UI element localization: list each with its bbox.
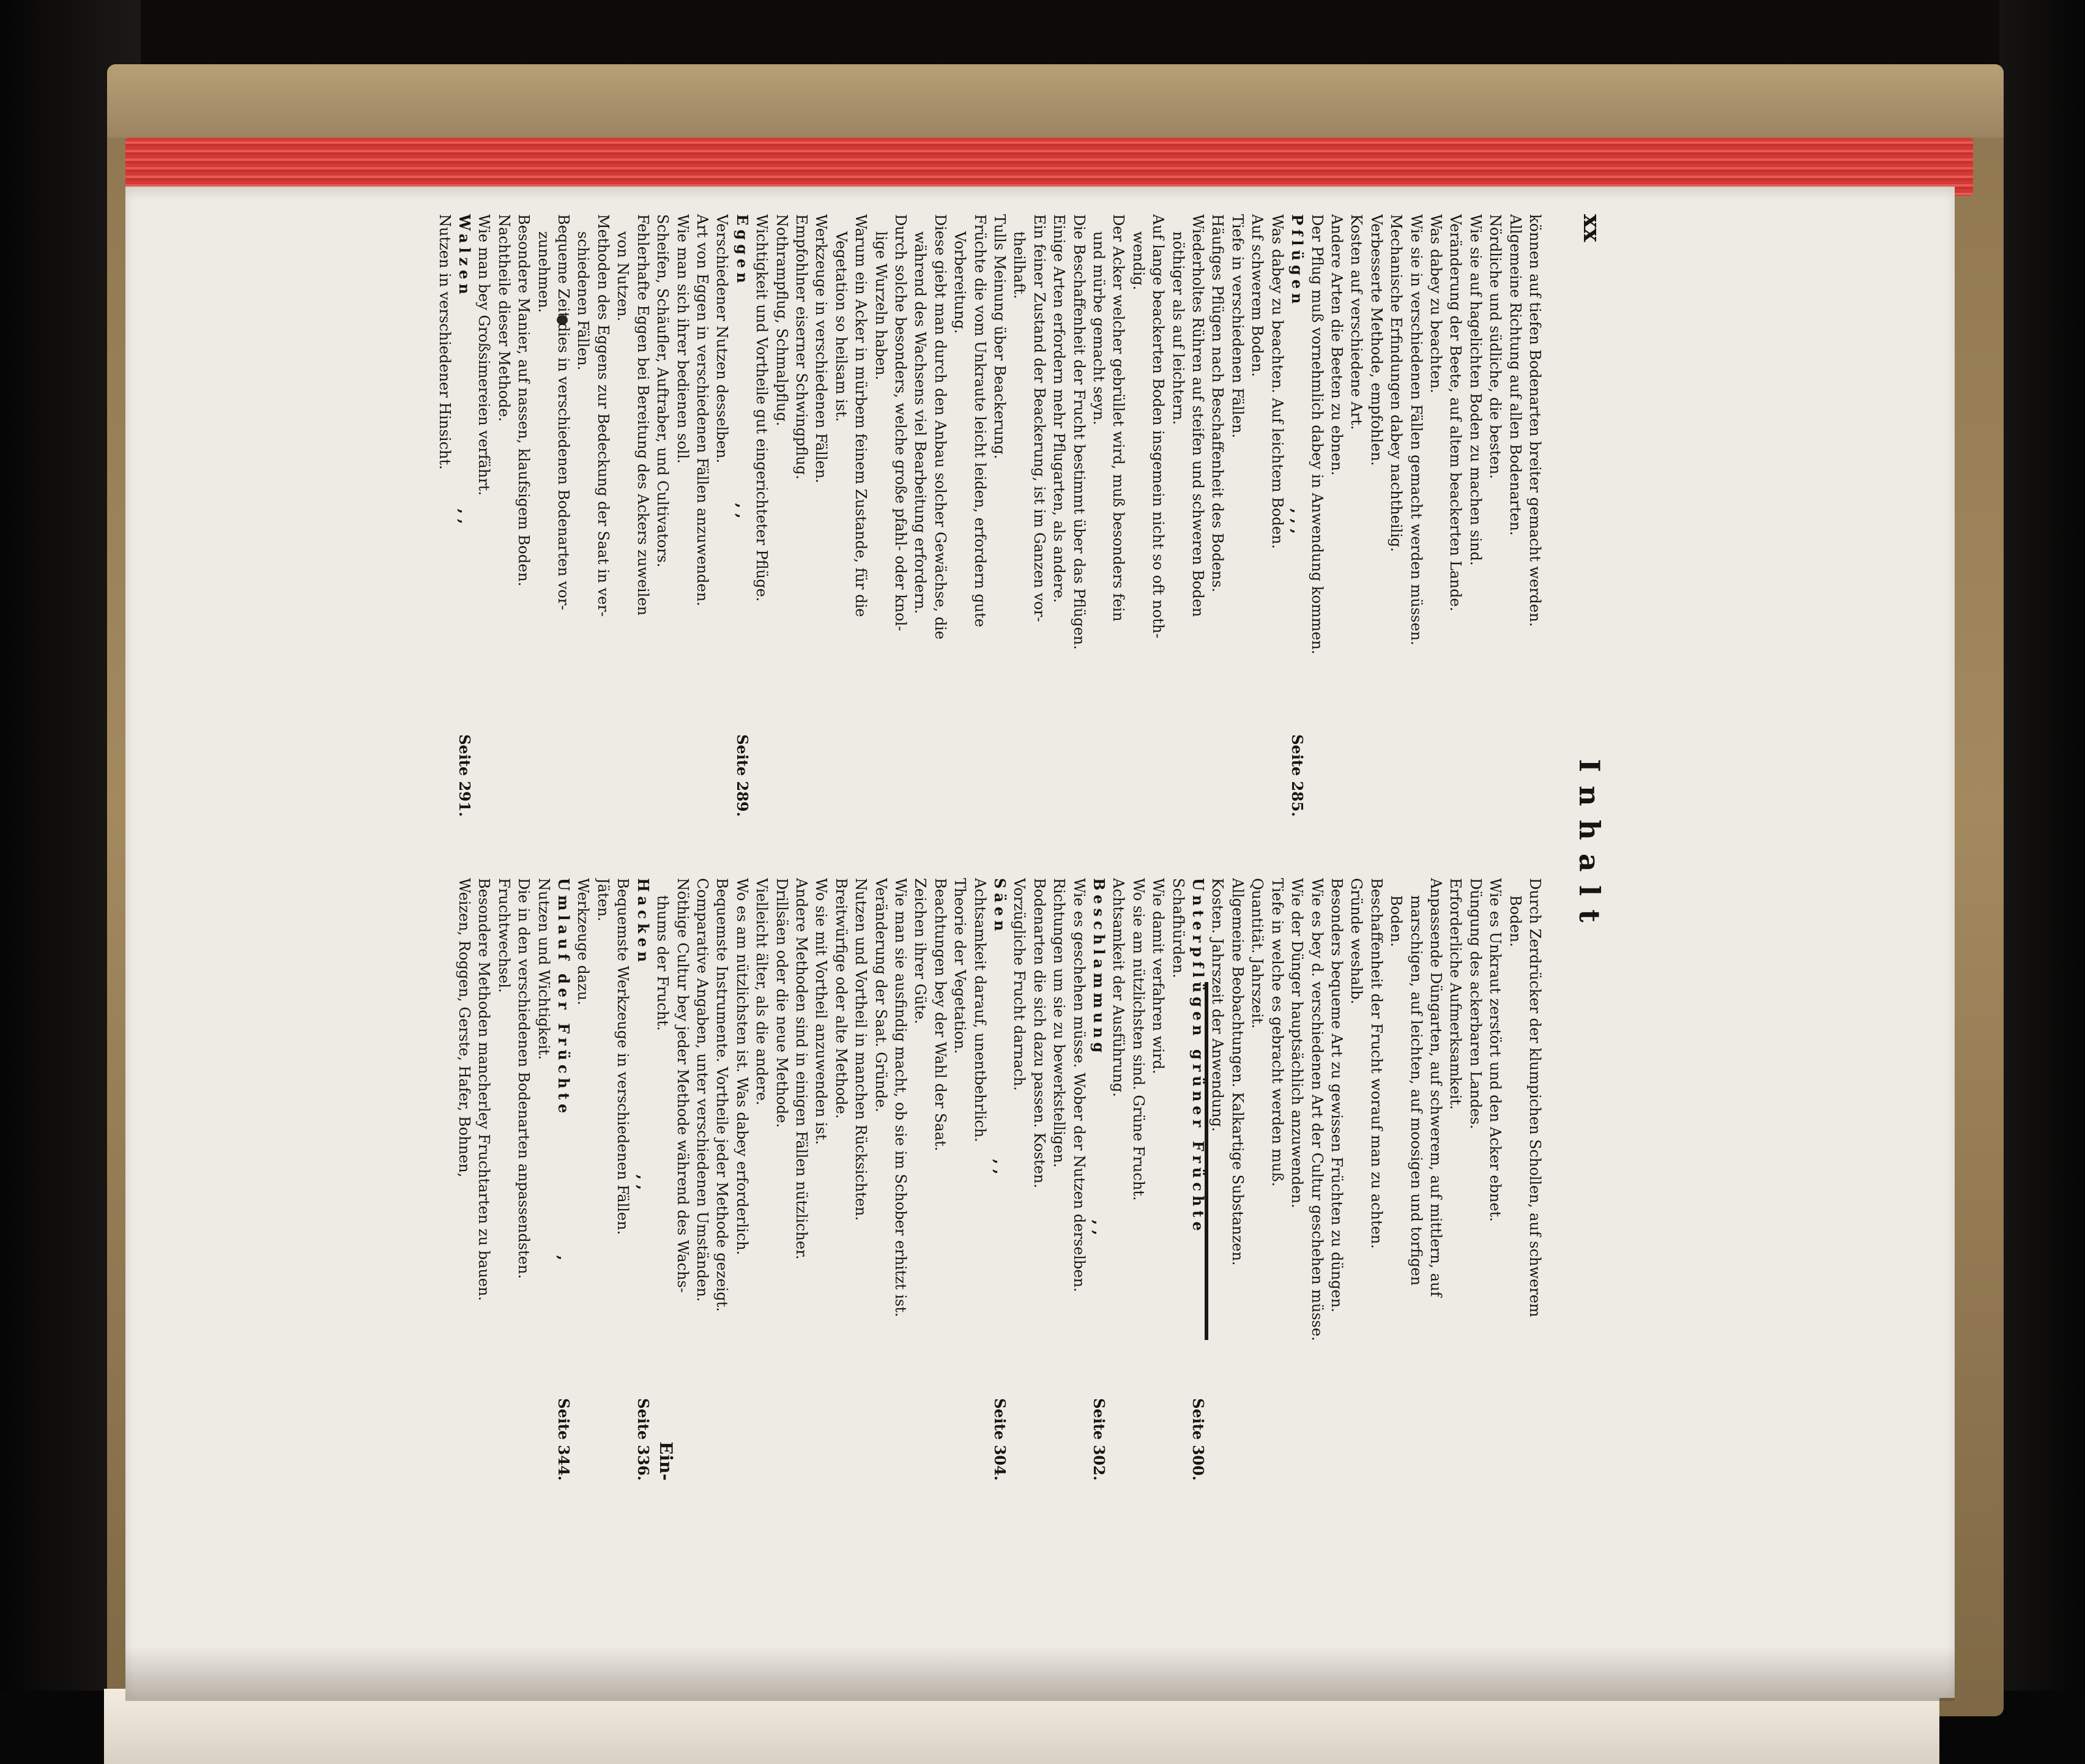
toc-line: Verschiedener Nutzen desselben.: [713, 214, 731, 463]
toc-line: Achtsamkeit der Ausführung.: [1110, 878, 1128, 1097]
section-heading: [1089, 878, 1109, 1481]
section-dots: , , ,: [1288, 508, 1307, 534]
toc-line: Anpassende Düngarten, auf schwerem, auf mittlern, auf: [1427, 878, 1444, 1297]
toc-line: Wie es geschehen müsse. Wober der Nutzen derselben.: [1070, 878, 1088, 1292]
toc-line: Wichtigkeit und Vortheile gut eingerichteter Pflüge.: [753, 214, 771, 602]
catchword: Ein‑: [656, 1442, 676, 1481]
toc-line: Richtungen um sie zu bewerkstelligen.: [1050, 878, 1068, 1168]
toc-line: Wie man sie ausfindig macht, ob sie im Schober erhitzt ist.: [892, 878, 909, 1317]
section-title: Walzen: [456, 214, 474, 299]
toc-line: Weizen, Roggen, Gerste, Hafer, Bohnen,: [456, 878, 474, 1178]
toc-line: Breitwürfige oder alte Methode.: [832, 878, 850, 1119]
toc-line: von Nutzen.: [614, 231, 632, 322]
toc-line: Andere Arten die Beeten zu ebnen.: [1328, 214, 1345, 476]
section-page-ref: Seite 302.: [1090, 1398, 1109, 1481]
toc-line: Verbesserte Methode, empfohlen.: [1367, 214, 1385, 466]
toc-line: Düngung des ackerbaren Landes.: [1466, 878, 1484, 1129]
section-dots: , ,: [1090, 1219, 1109, 1235]
toc-line: Andere Methoden sind in einigen Fällen nützlicher.: [792, 878, 810, 1260]
toc-line: Theorie der Vegetation.: [951, 878, 969, 1054]
toc-line: Boden.: [1388, 895, 1405, 947]
toc-line: schiedenen Fällen.: [574, 231, 592, 371]
section-dots: , ,: [634, 1174, 652, 1190]
section-page-ref: Seite 344.: [555, 1398, 573, 1481]
toc-line: Nördliche und südliche, die besten.: [1487, 214, 1504, 479]
running-head: [1569, 214, 1606, 1481]
toc-line: Wie sie auf hagelichten Boden zu machen sind.: [1466, 214, 1484, 566]
background-cloth-right: [1999, 0, 2085, 1764]
toc-line: Bequemste Instrumente. Vortheile jeder Methode gezeigt.: [713, 878, 731, 1312]
toc-line: nöthiger als auf leichtern.: [1169, 231, 1187, 425]
section-title: Eggen: [733, 214, 751, 288]
toc-line: Nachtheile dieser Methode.: [495, 214, 513, 422]
toc-line: Veränderung der Saat. Gründe.: [872, 878, 890, 1112]
toc-line: Wie man sich ihrer bedienen soll.: [674, 214, 691, 464]
toc-line: Die Beschaffenheit der Frucht bestimmt über das Pflügen.: [1070, 214, 1088, 650]
toc-line: können auf tiefen Bodenarten breiter gemacht werden.: [1526, 214, 1544, 627]
section-dots: ,: [555, 1255, 573, 1260]
toc-line: Wiederholtes Rühren auf steifen und schweren Boden: [1189, 214, 1207, 617]
toc-line: Wo sie mit Vortheil anzuwenden ist.: [812, 878, 830, 1145]
toc-line: Schafhürden.: [1169, 878, 1187, 978]
toc-line: Was dabey zu beachten.: [1427, 214, 1444, 393]
toc-line: Nutzen in verschiedener Hinsicht.: [436, 214, 453, 470]
section-dots: , ,: [456, 508, 474, 524]
section-title: Unterpflügen grüner Früchte: [1189, 878, 1208, 1235]
toc-line: Wo es am nützlichsten ist. Was dabey erforderlich.: [733, 878, 751, 1256]
section-title: Pflügen: [1288, 214, 1307, 308]
toc-line: lige Wurzeln haben.: [872, 231, 890, 381]
section-heading: [732, 214, 751, 817]
section-page-ref: Seite 291.: [456, 734, 474, 817]
book-cover-edge: [107, 64, 2004, 138]
section-page-ref: Seite 304.: [991, 1398, 1009, 1481]
page-gutter-shadow: [125, 1646, 1955, 1701]
toc-line: Früchte die vom Unkraute leicht leiden, erfordern gute: [971, 214, 989, 627]
toc-line: Nutzen und Wichtigkeit.: [535, 878, 552, 1060]
toc-line: Was dabey zu beachten. Auf leichtem Boden.: [1268, 214, 1286, 549]
toc-line: Fehlerhafte Eggen bei Bereitung des Ackers zuweilen: [634, 214, 652, 616]
toc-line: Beschaffenheit der Frucht worauf man zu achten.: [1367, 878, 1385, 1249]
section-dots: , ,: [733, 503, 751, 519]
toc-line: Der Pflug muß vornehmlich dabey in Anwendung kommen.: [1308, 214, 1326, 655]
section-title: Hacken: [634, 878, 652, 967]
toc-line: Vorbereitung.: [951, 231, 969, 334]
section-title: Umlauf der Früchte: [555, 878, 573, 1118]
toc-line: marschigen, auf leichten, auf moosigen und torfigen: [1407, 895, 1425, 1286]
left-column: [434, 214, 1545, 817]
toc-line: Warum ein Acker in mürbem feinem Zustande, für die: [852, 214, 870, 617]
toc-line: wendig.: [1129, 231, 1147, 291]
toc-line: theilhaft.: [1011, 231, 1028, 299]
toc-line: Auf lange beackerten Boden insgemein nicht so oft noth-: [1150, 214, 1167, 639]
section-heading: [1188, 878, 1208, 1481]
toc-line: Werkzeuge dazu.: [574, 878, 592, 1005]
toc-line: Ein feiner Zustand der Beackerung, ist im Ganzen vor-: [1030, 214, 1048, 622]
toc-line: Fruchtwechsel.: [495, 878, 513, 993]
toc-line: Auf schwerem Boden.: [1249, 214, 1266, 378]
toc-line: Tiefe in welche es gebracht werden muß.: [1268, 878, 1286, 1187]
toc-line: Die in den verschiedenen Bodenarten anpassendsten.: [515, 878, 533, 1279]
toc-line: Vegetation so heilsam ist.: [832, 231, 850, 422]
toc-line: Diese giebt man durch den Anbau solcher Gewächse, die: [931, 214, 949, 640]
toc-line: Art von Eggen in verschiedenen Fällen anzuwenden.: [693, 214, 711, 606]
toc-line: Drillsäen oder die neue Methode.: [773, 878, 790, 1128]
section-title: Beschlammung: [1090, 878, 1109, 1057]
toc-line: Allgemeine Richtung auf allen Bodenarten.: [1506, 214, 1524, 536]
toc-line: Vorzügliche Frucht darnach.: [1011, 878, 1028, 1091]
section-page-ref: Seite 300.: [1189, 1398, 1208, 1481]
toc-line: Boden.: [1506, 895, 1524, 947]
toc-line: Kosten. Jahrszeit der Anwendung.: [1209, 878, 1227, 1132]
toc-line: Werkzeuge in verschiedenen Fällen.: [812, 214, 830, 483]
toc-line: und mürbe gemacht seyn.: [1090, 231, 1108, 425]
toc-line: Erforderliche Aufmerksamkeit.: [1447, 878, 1465, 1110]
toc-line: Wie man bey Großsimereien verfährt.: [475, 214, 493, 496]
toc-line: Beachtungen bey der Wahl der Saat.: [931, 878, 949, 1152]
toc-line: Bodenarten die sich dazu passen. Kosten.: [1030, 878, 1048, 1188]
toc-line: thums der Frucht.: [654, 895, 672, 1031]
section-page-ref: Seite 289.: [733, 734, 751, 817]
toc-line: Tiefe in verschiedenen Fällen.: [1228, 214, 1246, 438]
page-title: Inhalt: [1573, 759, 1606, 936]
toc-line: Durch solche besonders, welche große pfahl- oder knol-: [892, 214, 909, 631]
section-dots: , ,: [991, 1159, 1009, 1175]
toc-line: Empfohlner eiserner Schwingpflug.: [792, 214, 810, 480]
toc-line: Achtsamkeit darauf, unentbehrlich.: [971, 878, 989, 1142]
section-heading: [1287, 214, 1307, 817]
toc-line: Bequeme Zeit dies in verschiedenen Bodenarten vor-: [555, 214, 573, 611]
toc-line: Bequemste Werkzeuge in verschiedenen Fällen.: [614, 878, 632, 1235]
toc-line: Besondere Methoden mancherley Fruchtarten zu bauen.: [475, 878, 493, 1301]
toc-line: Wie der Dünger hauptsächlich anzuwenden.: [1288, 878, 1306, 1208]
toc-line: Wie damit verfahren wird.: [1150, 878, 1167, 1074]
right-column: [455, 878, 1545, 1481]
toc-line: Methoden des Eggens zur Bedeckung der Saat in ver-: [594, 214, 612, 617]
toc-line: Quantität. Jahrszeit.: [1249, 878, 1266, 1029]
toc-line: Durch Zerdrücker der klumpichen Schollen, auf schwerem: [1526, 878, 1544, 1317]
toc-line: Wie es Unkraut zerstört und den Acker ebnet.: [1487, 878, 1504, 1222]
section-heading: [633, 878, 652, 1481]
section-heading: [990, 878, 1009, 1481]
toc-line: Besondere Manier, auf nassen, klaufsigem Boden.: [515, 214, 533, 587]
toc-line: Wie es bey d. verschiedenen Art der Cultur geschehen müsse.: [1308, 878, 1326, 1341]
toc-line: Nöthige Cultur bey jeder Methode während des Wachs-: [674, 878, 691, 1293]
section-page-ref: Seite 285.: [1288, 734, 1307, 817]
toc-line: Der Acker welcher gebrüllet wird, muß besonders fein: [1110, 214, 1128, 622]
section-title: Säen: [991, 878, 1009, 936]
toc-line: Vielleicht älter, als die andere.: [753, 878, 771, 1106]
toc-line: Comparative Angaben, unter verschiedenen Umständen.: [693, 878, 711, 1302]
toc-line: Gründe weshalb.: [1348, 878, 1366, 1005]
toc-line: Allgemeine Beobachtungen. Kalkartige Substanzen.: [1228, 878, 1246, 1266]
page-number: xx: [1578, 214, 1606, 242]
toc-line: Einige Arten erfordern mehr Pflugarten, als andere.: [1050, 214, 1068, 603]
toc-line: Nutzen und Vortheil in manchen Rücksichten.: [852, 878, 870, 1221]
toc-line: Kosten auf verschiedene Art.: [1348, 214, 1366, 430]
toc-line: Jäten.: [594, 878, 612, 921]
section-page-ref: Seite 336.: [634, 1398, 652, 1481]
toc-line: Tulls Meinung über Beackerung.: [991, 214, 1009, 460]
toc-line: Wo sie am nützlichsten sind. Grüne Frucht.: [1129, 878, 1147, 1201]
toc-line: während des Wachsens viel Bearbeitung erfordern.: [912, 231, 929, 614]
toc-line: Scheifen, Schäufler, Auftraber, und Cultivators.: [654, 214, 672, 568]
toc-line: Veränderung der Beete, auf altem beackerten Lande.: [1447, 214, 1465, 612]
toc-line: Häufiges Pflügen nach Beschaffenheit des Bodens.: [1209, 214, 1227, 593]
section-heading: [455, 214, 474, 817]
toc-line: Wie sie in verschiedenen Fällen gemacht werden müssen.: [1407, 214, 1425, 646]
section-heading: [554, 878, 573, 1481]
toc-line: Zeichen ihrer Güte.: [912, 878, 929, 1024]
toc-line: Besonders bequeme Art zu gewissen Früchten zu düngen.: [1328, 878, 1345, 1312]
toc-line: zunehmen.: [535, 231, 552, 313]
page-text-block: [436, 214, 1606, 1481]
toc-line: Nothrampflug, Schmalpflug.: [773, 214, 790, 426]
toc-line: Mechanische Erfindungen dabey nachtheilig.: [1388, 214, 1405, 552]
